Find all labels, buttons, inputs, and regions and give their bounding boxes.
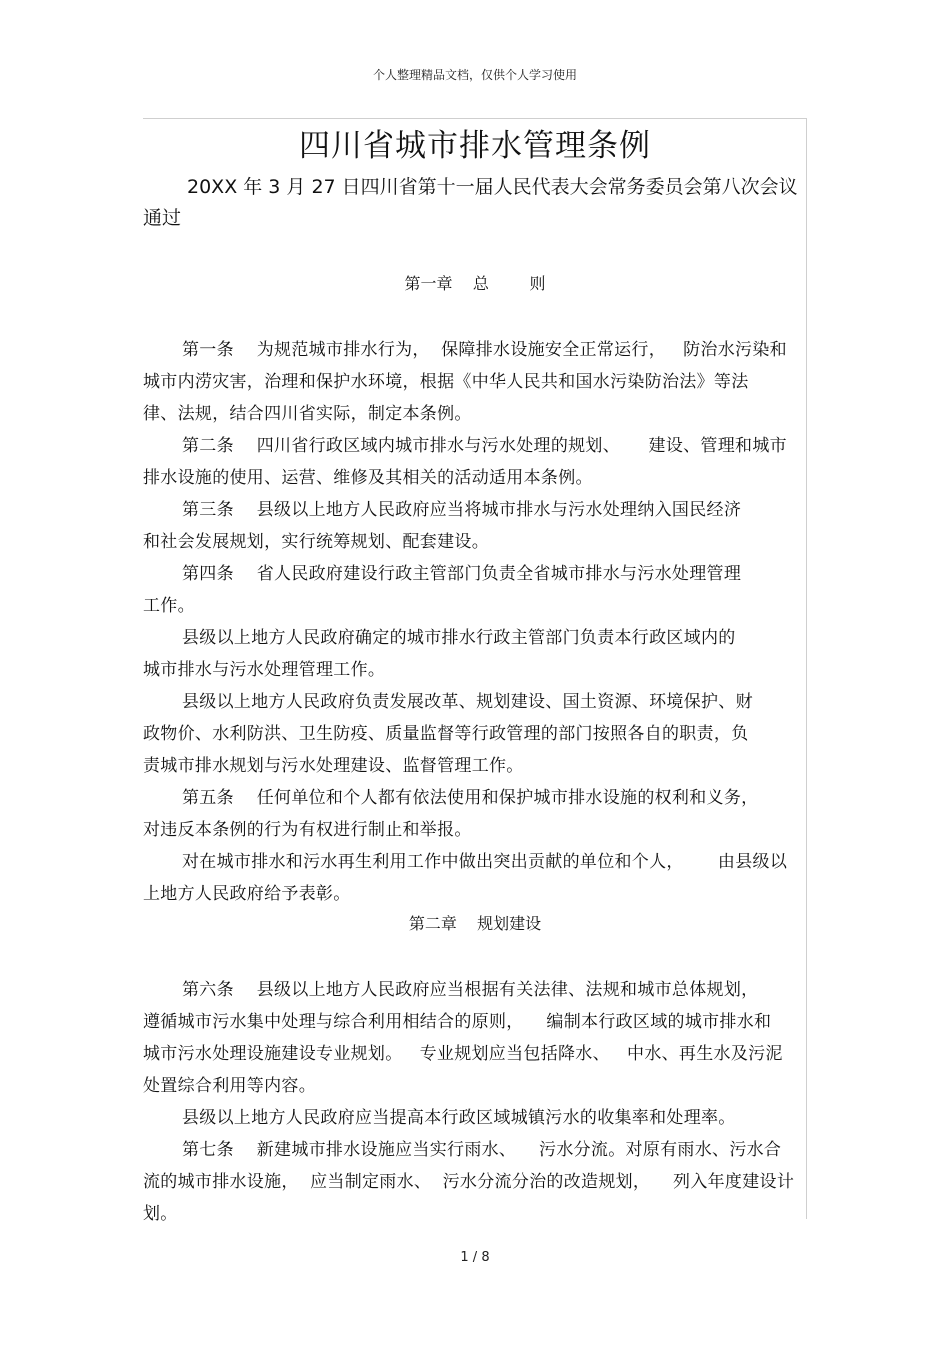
- text-line: 第三条 县级以上地方人民政府应当将城市排水与污水处理纳入国民经济: [182, 500, 742, 520]
- text-line: 第二条 四川省行政区域内城市排水与污水处理的规划、 建设、管理和城市: [182, 436, 787, 456]
- text-line: 和社会发展规划，实行统筹规划、配套建设。: [143, 532, 489, 552]
- text-line: 排水设施的使用、运营、维修及其相关的活动适用本条例。: [143, 468, 593, 488]
- text-line: 工作。: [143, 596, 195, 616]
- chapter-heading-1: 第一章 总 则: [404, 274, 546, 293]
- text-line: 县级以上地方人民政府确定的城市排水行政主管部门负责本行政区域内的: [182, 628, 736, 648]
- text-line: 第一条 为规范城市排水行为， 保障排水设施安全正常运行， 防治水污染和: [182, 340, 787, 360]
- header-note: 个人整理精品文档，仅供个人学习使用: [372, 68, 577, 82]
- text-line: 第四条 省人民政府建设行政主管部门负责全省城市排水与污水处理管理: [182, 564, 742, 584]
- text-line: 责城市排水规划与污水处理建设、监督管理工作。: [143, 756, 524, 776]
- text-line: 划。: [143, 1204, 178, 1224]
- chapter-heading-2: 第二章 规划建设: [408, 914, 542, 933]
- text-line: 政物价、水利防洪、卫生防疫、质量监督等行政管理的部门按照各自的职责，负: [143, 724, 749, 744]
- text-line: 县级以上地方人民政府负责发展改革、规划建设、国土资源、环境保护、财: [182, 692, 753, 712]
- text-line: 律、法规，结合四川省实际，制定本条例。: [143, 404, 472, 424]
- text-line: 第七条 新建城市排水设施应当实行雨水、 污水分流。对原有雨水、污水合: [182, 1140, 782, 1160]
- text-line: 城市内涝灾害，治理和保护水环境，根据《中华人民共和国水污染防治法》等法: [143, 372, 749, 392]
- text-line: 对违反本条例的行为有权进行制止和举报。: [143, 820, 472, 840]
- text-line: 流的城市排水设施， 应当制定雨水、 污水分流分治的改造规划， 列入年度建设计: [143, 1172, 795, 1192]
- text-line: 对在城市排水和污水再生利用工作中做出突出贡献的单位和个人， 由县级以: [182, 852, 788, 872]
- text-line: 第六条 县级以上地方人民政府应当根据有关法律、法规和城市总体规划，: [182, 980, 759, 1000]
- text-line: 城市污水处理设施建设专业规划。 专业规划应当包括降水、 中水、再生水及污泥: [143, 1044, 783, 1064]
- document-subtitle: 20XX 年 3 月 27 日四川省第十一届人民代表大会常务委员会第八次会议通过: [143, 176, 798, 229]
- document-title: 四川省城市排水管理条例: [299, 128, 651, 164]
- text-line: 县级以上地方人民政府应当提高本行政区域城镇污水的收集率和处理率。: [182, 1108, 736, 1128]
- text-line: 上地方人民政府给予表彰。: [143, 884, 351, 904]
- page-number: 1 / 8: [460, 1250, 490, 1265]
- text-line: 城市排水与污水处理管理工作。: [143, 660, 386, 680]
- text-line: 第五条 任何单位和个人都有依法使用和保护城市排水设施的权利和义务，: [182, 788, 759, 808]
- text-line: 遵循城市污水集中处理与综合利用相结合的原则， 编制本行政区域的城市排水和: [143, 1012, 772, 1032]
- text-line: 处置综合利用等内容。: [143, 1076, 316, 1096]
